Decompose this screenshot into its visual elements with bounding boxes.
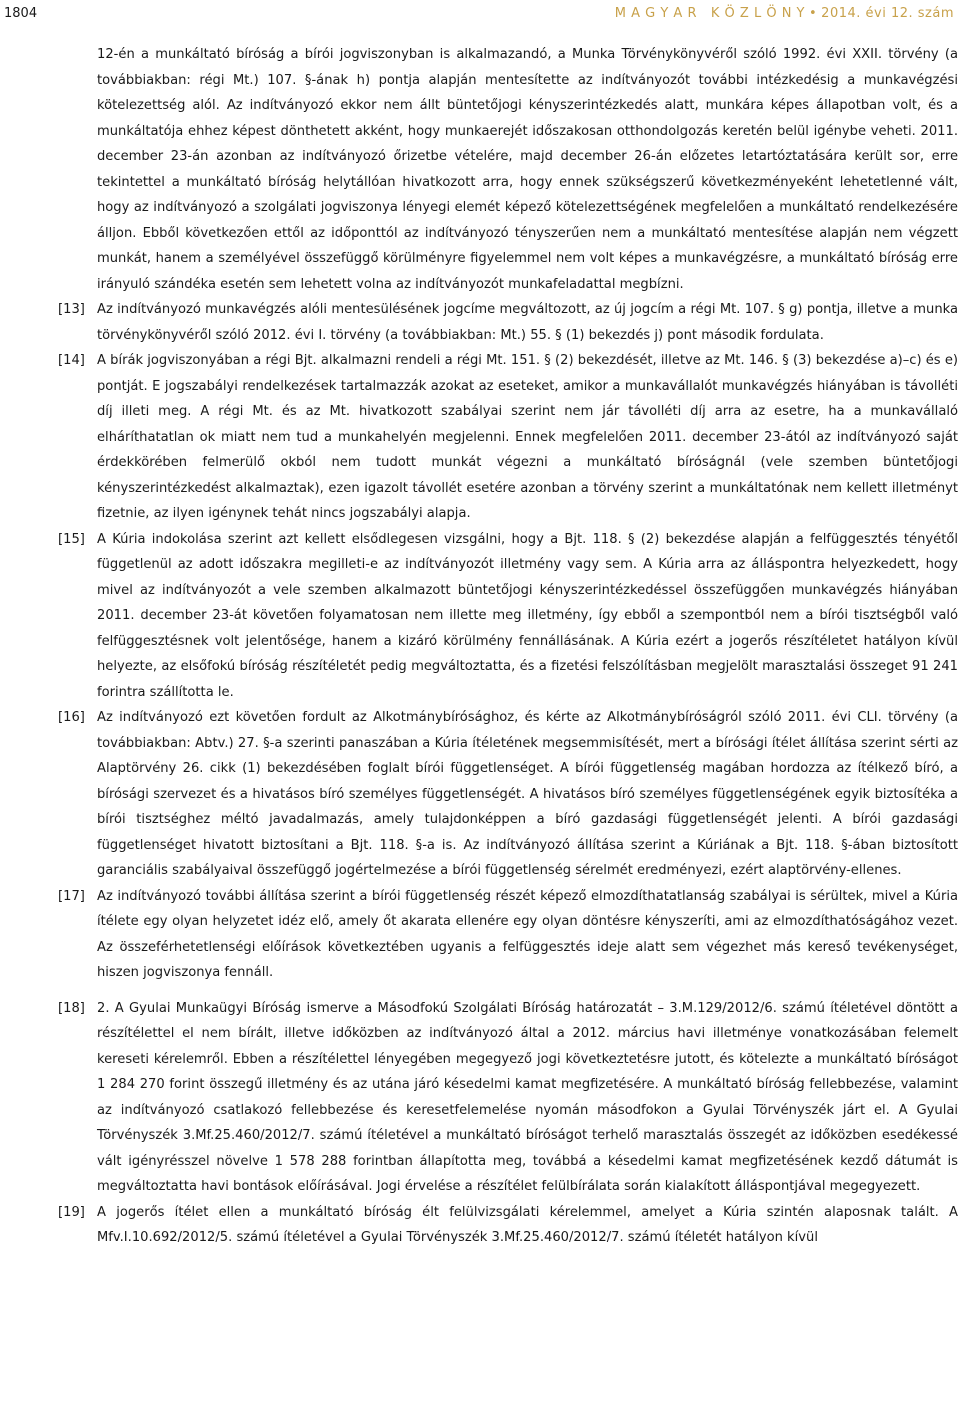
paragraph-number: [17] (58, 888, 85, 904)
paragraph-text: A Kúria indokolása szerint azt kellett elsődlegesen vizsgálni, hogy a Bjt. 118. § (2) bekezdése alapján a felfüggesztés tényétől függetlenül az adott időszakra megilleti-e az indítványozót illetmény vagy sem. A Kúria arra az álláspontra helyezkedett, hogy mivel az indítványozót a vele szemben alkalmazott büntetőjogi kényszerintézkedéssel összefüggően munkavégzés hiányában 2011. december 23-át követően folyamatosan nem illette meg illetmény, így ebből a szempontból nem a bírói tisztségből való felfüggesztésnek volt jelentősége, hanem a kizáró körülmény fennállásának. A Kúria ezért a jogerős részítéletet hatályon kívül helyezte, az elsőfokú bíróság részítéletét pedig megváltoztatta, és a fizetési felszólításban megjelölt marasztalási összeget 91 241 forintra szállította le. (97, 531, 958, 700)
paragraph-text: Az indítványozó további állítása szerint a bírói függetlenség részét képező elmozdíthatatlanság szabályai is sérültek, mivel a Kúria ítélete egy olyan helyzetet idéz elő, amely őt akarata ellenére egy olyan döntésre kényszeríti, ami az elmozdíthatóságához vezet. Az összeférhetetlenségi előírások következtében ugyanis a felfüggesztés ideje alatt sem végezhet más kereső tevékenységet, hiszen jogviszonya fennáll. (97, 888, 958, 980)
separator-dot: • (809, 6, 818, 21)
paragraph-18 (0, 996, 960, 1200)
paragraph-number: [15] (58, 531, 85, 547)
paragraph-14 (0, 348, 960, 527)
paragraph-number: [19] (58, 1204, 85, 1220)
page-header (0, 0, 960, 28)
paragraph-13 (0, 297, 960, 348)
issue-date: 2014. évi 12. szám (821, 6, 954, 21)
paragraph-15 (0, 527, 960, 706)
paragraph-text: 2. A Gyulai Munkaügyi Bíróság ismerve a Másodfokú Szolgálati Bíróság határozatát – 3.M.129/2012/6. számú ítéletével döntött a részítélettel el nem bírált, illetve időközben az indítványozó által a 2012. március havi illetménye vonatkozásában felemelt kereseti kérelemről. Ebben a részítélettel lényegében megegyező jogi következtetésre jutott, és kötelezte a munkáltató bíróságot 1 284 270 forint összegű illetmény és az utána járó késedelmi kamat megfizetésére. A munkáltató bíróság fellebbezése, valamint az indítványozó csatlakozó fellebbezése és keresetfelemelése nyomán másodfokon a Gyulai Törvényszék járt el. A Gyulai Törvényszék 3.Mf.25.460/2012/7. számú ítéletével a munkáltató bíróságot terhelő marasztalás összegét az időközben esedékessé vált igényrésszel növelve 1 578 288 forintban állapította meg, továbbá a késedelmi kamat megfizetésének kezdő dátumát is megváltoztatta havi bontások előírásával. Jogi érvelése a részítélet felülbírálata során kialakított álláspontjával megegyezett. (97, 1000, 958, 1194)
running-title (615, 6, 954, 21)
document-body (0, 42, 960, 1251)
paragraph-number: [16] (58, 710, 85, 725)
paragraph-text: Az indítványozó ezt követően fordult az Alkotmánybírósághoz, és kérte az Alkotmánybíróságról szóló 2011. évi CLI. törvény (a továbbiakban: Abtv.) 27. §-a szerinti panaszában a Kúria ítéletének megsemmisítését, mert a bírósági ítélet állítása szerint sérti az Alaptörvény 26. cikk (1) bekezdésében foglalt bírói függetlenséget. A bírói függetlenség magában hordozza az ítélkező bíró, a bírósági szervezet és a hivatásos bíró személyes függetlenségét. A hivatásos bíró személyes függetlenségének egyik biztosítéka a bírói tisztséghez méltó javadalmazás, amely tulajdonképpen a bíró gazdasági függetlenségét jelenti. A bírói gazdasági függetlenséget hivatott biztosítani a Bjt. 118. §-a is. Az indítványozó állítása szerint a Kúriának a Bjt. 118. §-ában biztosított garanciális szabályaival összefüggő jogértelmezése a bírói függetlenség sérelmét eredményezi, ezért alaptörvény-ellenes. (97, 710, 958, 878)
paragraph-text: 12-én a munkáltató bíróság a bírói jogviszonyban is alkalmazandó, a Munka Törvénykönyvéről szóló 1992. évi XXII. törvény (a továbbiakban: régi Mt.) 107. §-ának h) pontja alapján mentesítette az indítványozót további intézkedésig a munkavégzési kötelezettség alól. Az indítványozó ekkor nem állt büntetőjogi kényszerintézkedés alatt, munkára képes állapotban volt, és a munkáltatója ehhez képest dönthetett akként, hogy munkaerejét időszakosan otthondolgozás keretén belül igénybe veheti. 2011. december 23-án azonban az indítványozó őrizetbe vételére, majd december 26-án előzetes letartóztatására került sor, erre tekintettel a munkáltató bíróság helytállóan hivatkozott arra, hogy ennek szükségszerű következményeként lehetetlenné vált, hogy az indítványozó a szolgálati jogviszonya lényegi elemét képező kötelezettségének megfelelően a munkáltató rendelkezésére álljon. Ebből következően ettől az időponttól az indítványozó tényszerűen nem a munkáltató mentesítése alapján nem végzett munkát, hanem a személyével összefüggő körülményre figyelemmel nem volt képes a munkavégzésre, a munkáltató bíróság erre irányuló szándéka esetén sem lehetett volna az indítványozót munkafeladattal megbízni. (97, 47, 958, 292)
paragraph-19 (0, 1200, 960, 1251)
paragraph-text: A jogerős ítélet ellen a munkáltató bíróság élt felülvizsgálati kérelemmel, amelyet a Kúria szintén alaposnak talált. A Mfv.I.10.692/2012/5. számú ítéletével a Gyulai Törvényszék 3.Mf.25.460/2012/7. számú ítéletét hatályon kívül (97, 1204, 958, 1245)
publication-name: M A G Y A R K Ö Z L Ö N Y (614, 6, 805, 21)
paragraph-number: [14] (58, 353, 85, 368)
paragraph-number: [18] (58, 1000, 85, 1016)
page-number: 1804 (4, 6, 38, 21)
paragraph-16 (0, 705, 960, 884)
paragraph-17 (0, 884, 960, 986)
intro-paragraph (0, 42, 960, 297)
paragraph-number: [13] (58, 302, 85, 317)
paragraph-text: A bírák jogviszonyában a régi Bjt. alkalmazni rendeli a régi Mt. 151. § (2) bekezdését, illetve az Mt. 146. § (3) bekezdése a)–c) és e) pontját. E jogszabályi rendelkezések tartalmazzák azokat az eseteket, amikor a munkavállalót munkavégzés hiányában is távolléti díj illeti meg. A régi Mt. és az Mt. hivatkozott szabályai szerint nem jár távolléti díj arra az esetre, ha a munkavállaló elháríthatatlan ok miatt nem tud a munkahelyén megjelenni. Ennek megfelelően 2011. december 23-ától az indítványozó saját érdekkörében felmerülő okból nem tudott munkát végezni a munkáltató bíróságnál (vele szemben büntetőjogi kényszerintézkedést alkalmaztak), ezen igazolt távollét esetére azonban a törvény szerint a munkáltatónak nem kellett illetményt fizetnie, az ilyen igénynek tehát nincs jogszabályi alapja. (97, 353, 958, 521)
paragraph-text: Az indítványozó munkavégzés alóli mentesülésének jogcíme megváltozott, az új jogcím a régi Mt. 107. § g) pontja, illetve a munka törvénykönyvéről szóló 2012. évi I. törvény (a továbbiakban: Mt.) 55. § (1) bekezdés j) pont második fordulata. (97, 302, 958, 343)
